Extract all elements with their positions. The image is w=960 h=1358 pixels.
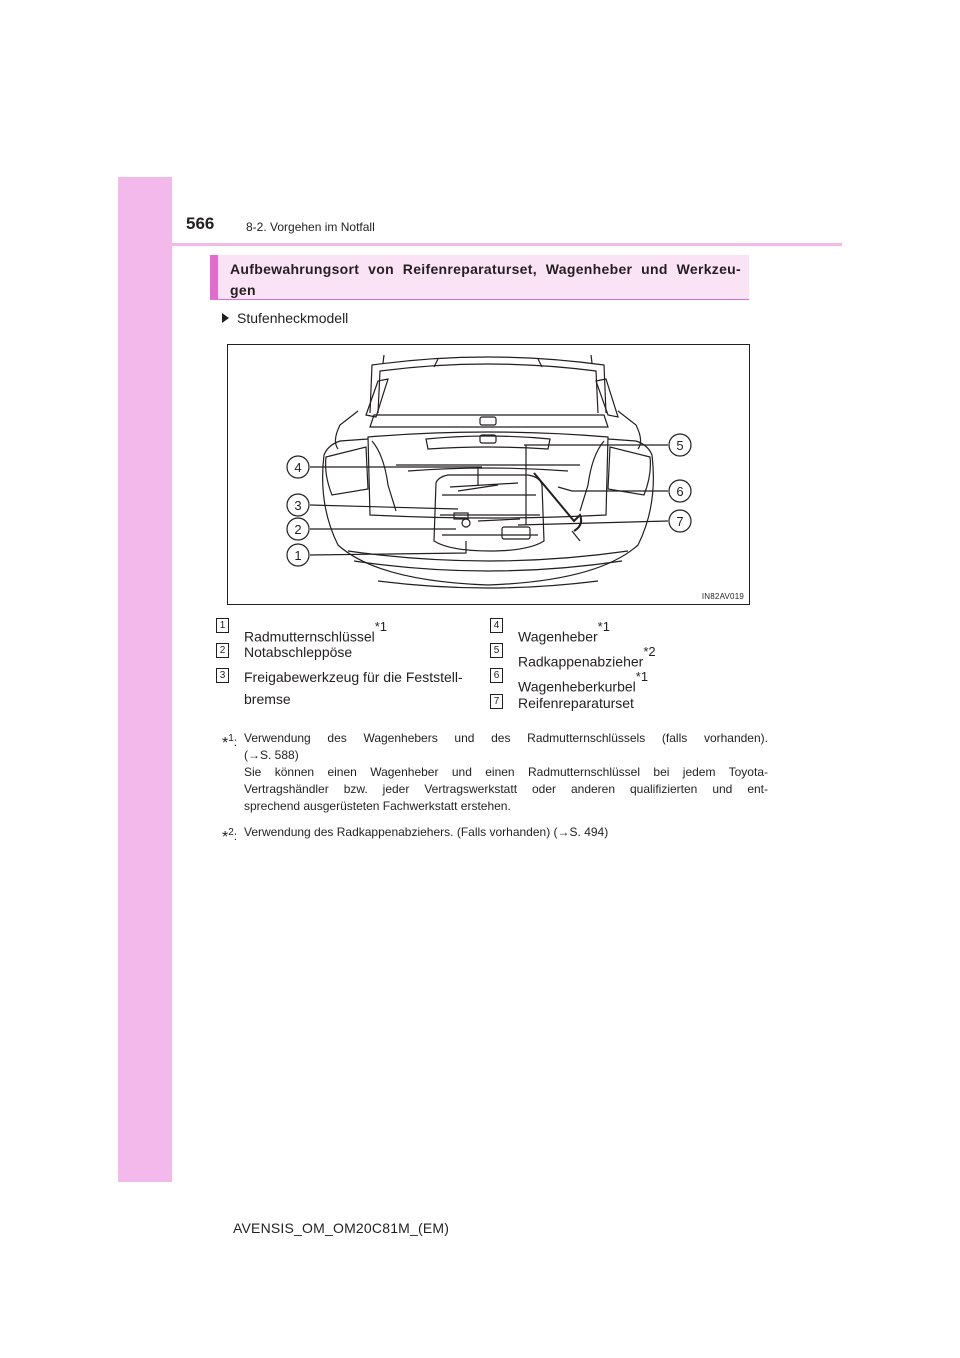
footnote-body xyxy=(244,824,768,841)
legend-badge: 2 xyxy=(216,643,229,658)
footnote-line: Verwendung des Radkappenabziehers. (Falls vorhanden) (→S. 494) xyxy=(244,825,609,839)
footnote-ref: *1 xyxy=(597,619,610,634)
trunk-illustration xyxy=(227,344,750,605)
legend-label-continued: bremse xyxy=(244,691,291,707)
footnote-marker: *$^2$: xyxy=(222,827,238,846)
footnote-line: Sie können einen Wagenheber und einen Radmutternschlüssel bei jedem Toyota- xyxy=(244,765,768,779)
legend-label: Freigabewerkzeug für die Feststell- xyxy=(244,669,463,685)
footnote-line: Verwendung des Wagenhebers und des Radmutternschlüssels (falls vorhanden). xyxy=(244,731,768,745)
legend-badge: 7 xyxy=(490,694,503,709)
section-heading: Aufbewahrungsort von Reifenreparaturset, Wagenheber und Werkzeu-gen xyxy=(230,261,741,298)
figure-code: IN82AV019 xyxy=(701,592,744,601)
legend-badge: 5 xyxy=(490,643,503,658)
callout-2: 2 xyxy=(294,522,302,537)
footnote-line: sprechend ausgerüsteten Fachwerkstatt erstehen. xyxy=(244,799,511,813)
legend-badge: 1 xyxy=(216,618,229,633)
legend-label: Wagenheberkurbel xyxy=(518,678,636,695)
legend-label: Notabschleppöse xyxy=(244,644,353,660)
footnote-body xyxy=(244,730,768,815)
callout-5: 5 xyxy=(676,438,684,453)
header-rule xyxy=(118,243,842,246)
section-title: 8-2. Vorgehen im Notfall xyxy=(246,220,375,234)
footnote-ref: *1 xyxy=(374,619,388,634)
footnote-marker: *$^1$: xyxy=(222,733,238,752)
footnote-line: (→S. 588) xyxy=(244,748,299,762)
callout-1: 1 xyxy=(294,548,302,563)
footnote-ref: *2 xyxy=(643,644,656,659)
side-color-band xyxy=(118,177,172,1182)
legend-label: Radmutternschlüssel xyxy=(244,628,375,645)
callout-3: 3 xyxy=(294,498,302,513)
section-heading-box xyxy=(210,255,749,300)
legend-label: Wagenheber xyxy=(518,628,598,645)
callout-4: 4 xyxy=(294,460,302,475)
document-code: AVENSIS_OM_OM20C81M_(EM) xyxy=(233,1220,450,1236)
triangle-bullet-icon xyxy=(222,313,229,323)
callout-6: 6 xyxy=(676,484,684,499)
car-trunk-drawing xyxy=(228,345,751,606)
legend-badge: 3 xyxy=(216,668,229,683)
legend-badge: 6 xyxy=(490,668,503,683)
legend-badge: 4 xyxy=(490,618,503,633)
legend-label: Radkappenabzieher xyxy=(518,653,644,670)
callout-7: 7 xyxy=(676,514,684,529)
subsection-label xyxy=(222,310,348,326)
footnote-line: Vertragshändler bzw. jeder Vertragswerkstatt oder anderen qualifizierten und ent- xyxy=(244,782,768,796)
subsection-text: Stufenheckmodell xyxy=(237,310,349,326)
page-number: 566 xyxy=(186,214,215,233)
footnote-ref: *1 xyxy=(635,669,649,684)
legend-label: Reifenreparaturset xyxy=(518,695,634,711)
